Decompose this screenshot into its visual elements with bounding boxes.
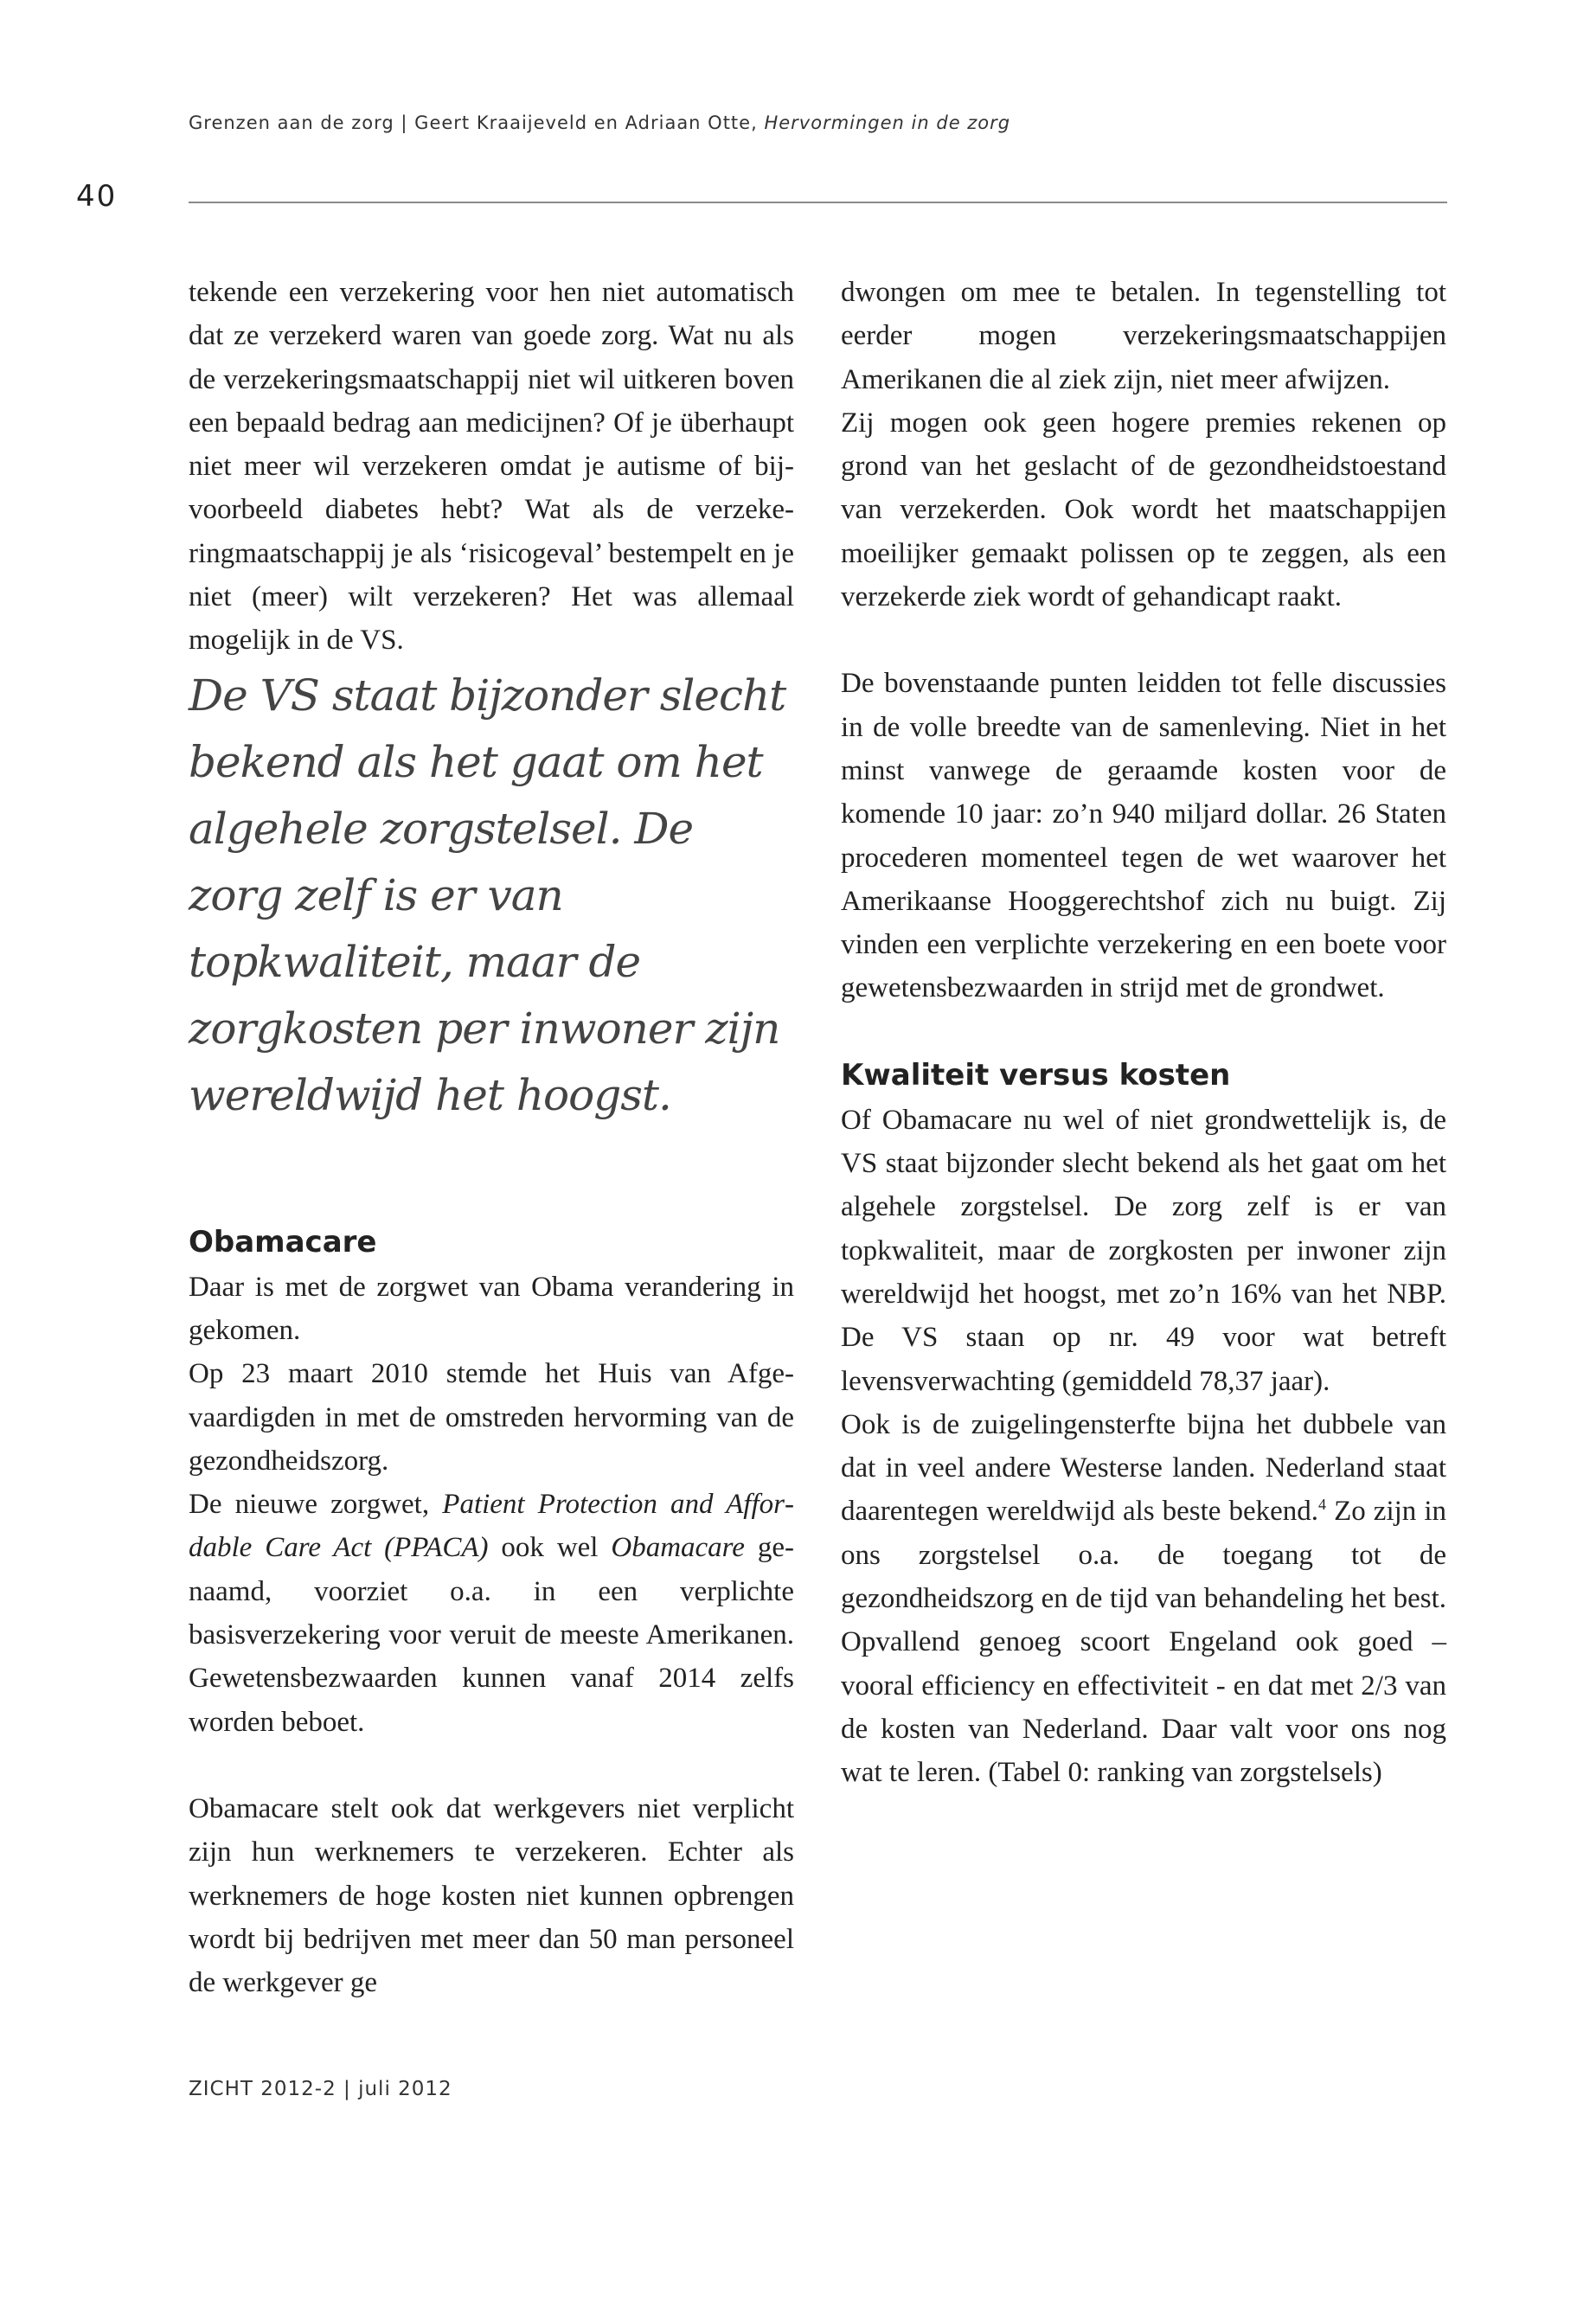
right-paragraph-1: dwongen om mee te betalen. In tegenstelling tot eerder mogen verzekeringsmaatschappijen Amerikanen die al ziek zijn, niet meer afwijzen. xyxy=(841,277,1446,395)
act-name: Patient Protection and Affordable Care Act (PPACA) xyxy=(189,1489,794,1564)
right-paragraph-3: De bovenstaande punten leidden tot felle discussies in de volle breedte van de samenleving. Niet in het minst vanwege de geraamde kosten voor de komende 10 jaar: zo’n 940 miljard dollar. 26 Staten procederen momenteel tegen de wet waarover het Amerikaanse Hooggerechtshof zich nu buigt. Zij vinden een verplichte verzekering en een boete voor gewetensbezwaarden in strijd met de grondwet. xyxy=(841,668,1446,1004)
pull-quote: De VS staat bijzonder slecht bekend als het gaat om het algehele zorgstelsel. De zorg zelf is er van topkwaliteit, maar de zorgkosten per inwoner zijn wereldwijd het hoogst. xyxy=(189,670,786,1120)
footnote-marker: 4 xyxy=(1318,1496,1327,1514)
obamacare-heading: Obamacare xyxy=(189,1224,377,1259)
header-article-title: Hervormingen in de zorg xyxy=(764,112,1011,133)
obamacare-paragraph-1: Daar is met de zorgwet van Obama verandering in gekomen. xyxy=(189,1271,794,1346)
obamacare-paragraph-4: Obamacare stelt ook dat werkgevers niet verplicht zijn hun werknemers te verzekeren. Echter als werknemers de hoge kosten niet kunnen opbrengen wordt bij bedrijven met meer dan 50 man personeel de werkgever ge xyxy=(189,1792,794,1999)
obamacare-p3-before: De nieuwe zorgwet, xyxy=(189,1489,443,1521)
obamacare-p3-middle: ook wel xyxy=(488,1532,612,1564)
obamacare-paragraph-2: Op 23 maart 2010 stemde het Huis van Afgevaardigden in met de omstreden hervorming van de gezondheidszorg. xyxy=(189,1358,794,1477)
obamacare-paragraph-3 xyxy=(189,1483,794,1744)
header-rule xyxy=(189,202,1447,203)
p5-after: Zo zijn in ons zorgstelsel o.a. de toegang tot de gezondheidszorg en de tijd van behandeling het best. Opvallend genoeg scoort Engeland ook goed – vooral efficiency en effectiviteit - en dat met 2/3 van de kosten van Nederland. Daar valt voor ons nog wat te leren. (Tabel 0: ranking van zorgstelsels) xyxy=(841,1496,1446,1789)
left-column xyxy=(189,271,794,2004)
header-series: Grenzen aan de zorg xyxy=(189,112,394,133)
right-paragraph-2: Zij mogen ook geen hogere premies rekenen op grond van het geslacht of de gezondheidstoestand van verzekerden. Ook wordt het maatschappijen moeilijker gemaakt polissen op te zeggen, als een verzekerde ziek wordt of gehandicapt raakt. xyxy=(841,407,1446,613)
footer-publication: ZICHT 2012-2 | juli 2012 xyxy=(189,2078,452,2100)
running-header xyxy=(189,112,1010,133)
obamacare-term: Obamacare xyxy=(611,1532,745,1564)
page-number: 40 xyxy=(76,179,118,214)
right-column xyxy=(841,271,1446,1795)
right-paragraph-5 xyxy=(841,1403,1446,1795)
p5-before: Ook is de zuigelingensterfte bijna het dubbele van dat in veel andere Westerse landen. Nederland staat daarentegen wereldwijd als beste bekend. xyxy=(841,1408,1446,1528)
intro-paragraph: tekende een verzekering voor hen niet automatisch dat ze verzekerd waren van goede zorg. Wat nu als de verzekeringsmaatschappij niet wil uitkeren boven een bepaald bedrag aan medicijnen? Of je überhaupt niet meer wil verzekeren omdat je autisme of bijvoorbeeld diabetes hebt? Wat als de verzekeringmaatschappij je als ‘risicogeval’ bestempelt en je niet (meer) wilt verzekeren? Het was allemaal mogelijk in de VS. xyxy=(189,277,794,657)
obamacare-p3-after: genaamd, voorziet o.a. in een verplichte basisverzekering voor veruit de meeste Amerikanen. Gewetensbezwaarden kunnen vanaf 2014 zelfs worden beboet. xyxy=(189,1532,794,1738)
header-authors: Geert Kraaijeveld en Adriaan Otte, xyxy=(414,112,758,133)
header-separator: | xyxy=(401,112,408,133)
right-paragraph-4: Of Obamacare nu wel of niet grondwettelijk is, de VS staat bijzonder slecht bekend als het gaat om het algehele zorgstelsel. De zorg zelf is er van topkwaliteit, maar de zorgkosten per inwoner zijn wereldwijd het hoogst, met zo’n 16% van het NBP. De VS staan op nr. 49 voor wat betreft levensverwachting (gemiddeld 78,37 jaar). xyxy=(841,1104,1446,1397)
kwaliteit-heading: Kwaliteit versus kosten xyxy=(841,1057,1231,1093)
